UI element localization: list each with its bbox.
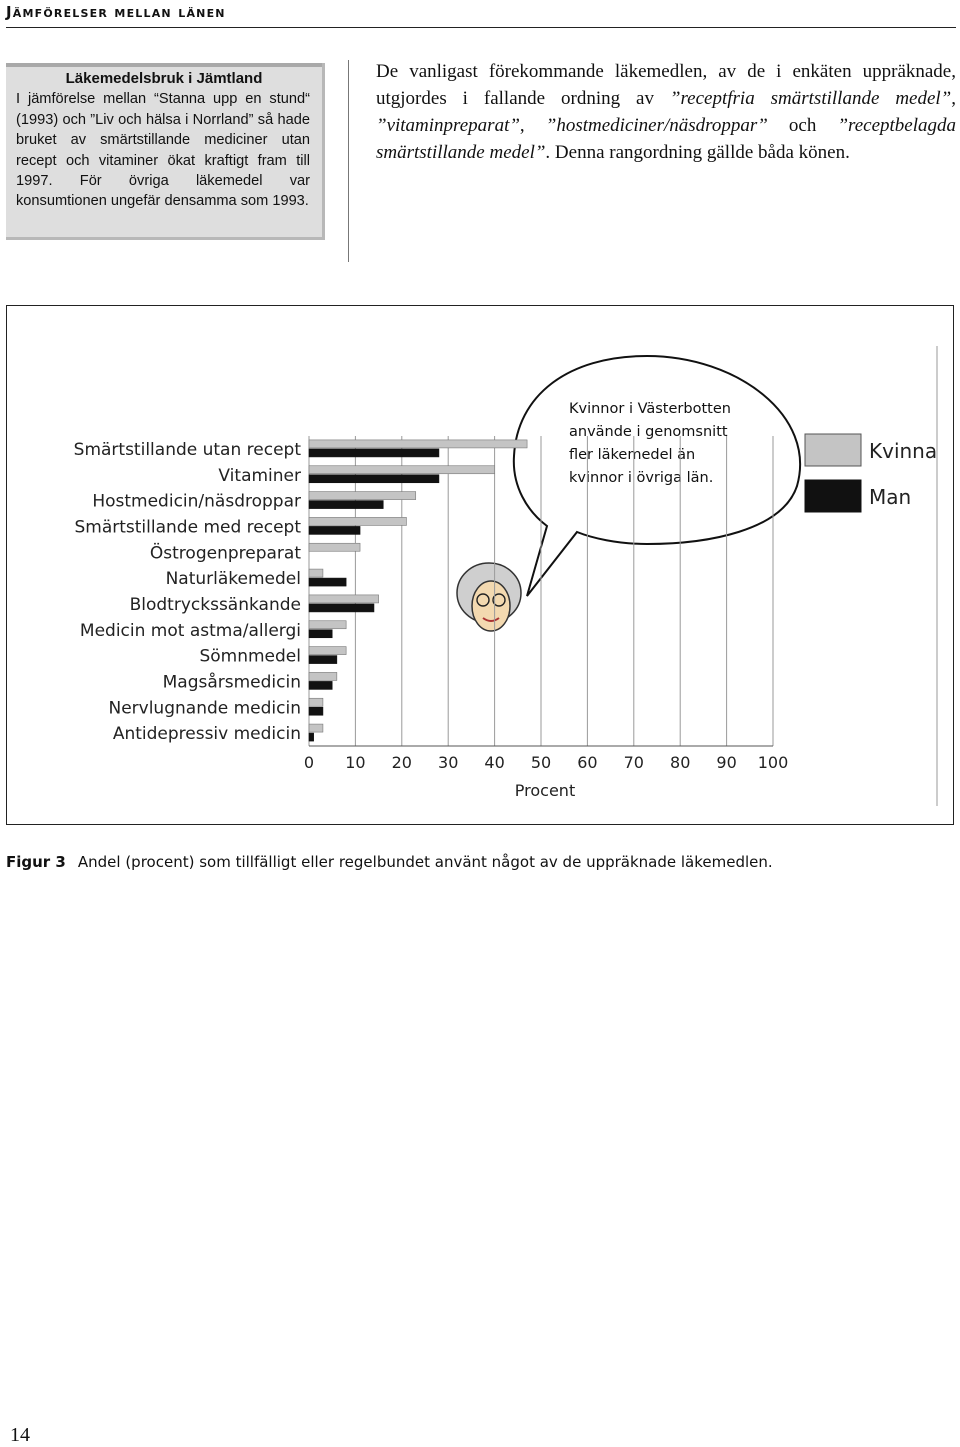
intro-item-4: ”receptbelagda smärtstillande medel” bbox=[376, 115, 957, 163]
intro-tail: . Denna rangordning gällde båda könen. bbox=[545, 142, 850, 163]
category-label: Smärtstillande utan recept bbox=[73, 439, 301, 460]
intro-sep-2: , bbox=[519, 115, 546, 136]
bar-kvinna bbox=[309, 569, 323, 577]
bar-man bbox=[309, 656, 337, 664]
category-label-layer bbox=[74, 440, 302, 744]
intro-item-1: ”receptfria smärtstillande medel” bbox=[669, 88, 952, 109]
legend-swatch-man bbox=[805, 480, 861, 512]
x-tick-label: 90 bbox=[716, 753, 737, 772]
sidebox-text: I jämförelse mellan “Stanna upp en stund“ (1993) och ”Liv och hälsa i Norrland” så hade bruket av smärtstillande mediciner utan recept och vitaminer ökat kraftigt fram till 1997. För övriga läkemedel var konsumtionen ungefär densamma som 1993. bbox=[16, 91, 310, 210]
x-tick-label: 30 bbox=[438, 753, 459, 772]
category-label: Blodtryckssänkande bbox=[129, 594, 301, 615]
intro-sep-1: , bbox=[951, 88, 957, 109]
bubble-line-2: använde i genomsnitt bbox=[569, 424, 728, 440]
bar-kvinna bbox=[309, 517, 406, 525]
bar-kvinna bbox=[309, 492, 416, 500]
intro-item-3: ”hostmediciner/näsdroppar” bbox=[545, 115, 768, 136]
figure-frame bbox=[6, 305, 954, 825]
woman-face-icon bbox=[457, 563, 521, 631]
tick-label-layer bbox=[304, 753, 788, 772]
bar-man bbox=[309, 526, 360, 534]
page-header bbox=[6, 3, 956, 28]
bar-kvinna bbox=[309, 672, 337, 680]
bar-kvinna bbox=[309, 724, 323, 732]
bar-kvinna bbox=[309, 698, 323, 706]
x-tick-label: 40 bbox=[484, 753, 505, 772]
x-tick-label: 50 bbox=[530, 753, 552, 772]
category-label: Sömnmedel bbox=[199, 646, 301, 667]
category-label: Hostmedicin/näsdroppar bbox=[92, 491, 301, 512]
intro-item-2: ”vitaminpreparat” bbox=[376, 115, 520, 136]
bar-man bbox=[309, 681, 332, 689]
chart-legend bbox=[805, 434, 937, 512]
category-label: Naturläkemedel bbox=[165, 569, 301, 590]
bubble-line-3: fler läkemedel än bbox=[569, 447, 696, 463]
sidebox-top-bar bbox=[6, 63, 322, 67]
x-tick-label: 10 bbox=[345, 753, 366, 772]
bubble-line-1: Kvinnor i Västerbotten bbox=[569, 401, 731, 417]
x-tick-label: 0 bbox=[303, 753, 315, 772]
bar-man bbox=[309, 733, 314, 741]
bar-kvinna bbox=[309, 543, 360, 551]
speech-bubble bbox=[514, 356, 800, 596]
face-skin bbox=[472, 581, 510, 631]
legend-label-kvinna: Kvinna bbox=[869, 439, 938, 463]
bar-kvinna bbox=[309, 621, 346, 629]
bar-man bbox=[309, 449, 439, 457]
x-tick-label: 70 bbox=[623, 753, 644, 772]
legend-swatch-kvinna bbox=[805, 434, 861, 466]
x-tick-label: 100 bbox=[757, 753, 789, 772]
info-sidebox bbox=[6, 63, 325, 240]
category-label: Vitaminer bbox=[218, 465, 301, 486]
header-title: Jämförelser mellan länen bbox=[6, 3, 226, 21]
x-tick-label: 80 bbox=[670, 753, 691, 772]
bar-man bbox=[309, 630, 332, 638]
intro-paragraph bbox=[376, 58, 956, 166]
bubble-line-4: kvinnor i övriga län. bbox=[569, 470, 714, 486]
bar-man bbox=[309, 604, 374, 612]
bar-man bbox=[309, 707, 323, 715]
bar-chart bbox=[7, 306, 953, 824]
caption-label: Figur 3 bbox=[6, 853, 66, 871]
x-tick-label: 20 bbox=[391, 753, 412, 772]
bar-man bbox=[309, 578, 346, 586]
category-label: Medicin mot astma/allergi bbox=[79, 620, 301, 641]
column-divider bbox=[348, 60, 349, 262]
category-label: Smärtstillande med recept bbox=[74, 517, 301, 538]
x-tick-label: 60 bbox=[577, 753, 598, 772]
bar-man bbox=[309, 501, 383, 509]
category-label: Antidepressiv medicin bbox=[112, 724, 301, 745]
bar-kvinna bbox=[309, 595, 379, 603]
intro-sep-3: och bbox=[767, 115, 838, 136]
page-number: 14 bbox=[10, 1424, 30, 1446]
bar-kvinna bbox=[309, 647, 346, 655]
legend-label-man: Man bbox=[869, 485, 912, 509]
category-label: Östrogenpreparat bbox=[149, 543, 301, 564]
category-label: Nervlugnande medicin bbox=[108, 698, 301, 719]
x-axis-label: Procent bbox=[514, 781, 576, 800]
sidebox-title: Läkemedelsbruk i Jämtland bbox=[65, 70, 263, 87]
category-label: Magsårsmedicin bbox=[162, 672, 301, 693]
caption-text: Andel (procent) som tillfälligt eller regelbundet använt något av de uppräknade läkemedlen. bbox=[77, 853, 773, 871]
figure-caption bbox=[6, 853, 956, 871]
bar-man bbox=[309, 475, 439, 483]
intro-lead: De vanligast förekommande läkemedlen, av de i enkäten uppräknade, utgjordes i fallande ordning av bbox=[376, 61, 956, 109]
bar-kvinna bbox=[309, 440, 527, 448]
bar-kvinna bbox=[309, 466, 495, 474]
